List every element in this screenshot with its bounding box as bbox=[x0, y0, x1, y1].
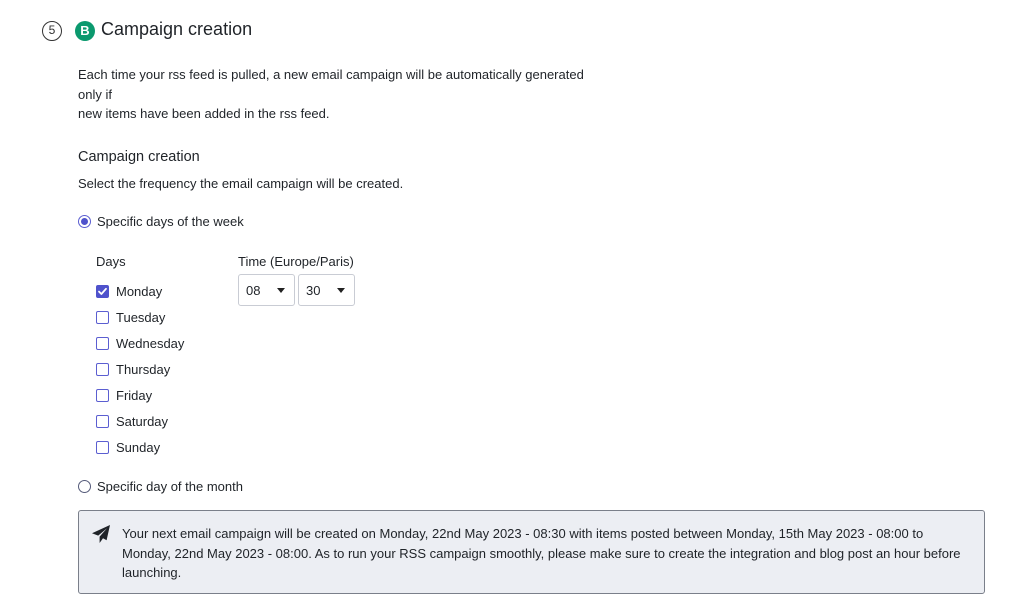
radio-label: Specific day of the month bbox=[97, 479, 243, 494]
next-campaign-info-text: Your next email campaign will be created on Monday, 22nd May 2023 - 08:30 with items posted between Monday, 15th May 2023 - 08:00 to Monday, 22nd May 2023 - 08:00. As to run your RSS campaign smoothly, please make sure to create the integration and blog post an hour before launching. bbox=[122, 526, 961, 580]
minute-value: 30 bbox=[306, 282, 321, 298]
intro-line: new items have been added in the rss feed. bbox=[78, 106, 330, 121]
day-label: Thursday bbox=[116, 361, 171, 377]
checkbox-empty-icon[interactable] bbox=[96, 389, 109, 402]
checkbox-empty-icon[interactable] bbox=[96, 415, 109, 428]
minute-select[interactable] bbox=[298, 274, 355, 306]
day-checkbox-saturday[interactable] bbox=[96, 408, 184, 434]
day-checkbox-monday[interactable] bbox=[96, 278, 184, 304]
radio-specific-days-of-week[interactable] bbox=[78, 214, 244, 229]
day-checkbox-tuesday[interactable] bbox=[96, 304, 184, 330]
time-column-label: Time (Europe/Paris) bbox=[238, 254, 354, 269]
chevron-down-icon bbox=[337, 288, 345, 293]
days-checkbox-list bbox=[96, 278, 184, 460]
checkbox-empty-icon[interactable] bbox=[96, 337, 109, 350]
day-checkbox-wednesday[interactable] bbox=[96, 330, 184, 356]
day-label: Sunday bbox=[116, 439, 161, 455]
checkbox-empty-icon[interactable] bbox=[96, 363, 109, 376]
radio-specific-day-of-month[interactable] bbox=[78, 479, 243, 494]
checkbox-empty-icon[interactable] bbox=[96, 311, 109, 324]
next-campaign-info-box bbox=[78, 510, 985, 594]
intro-line: Each time your rss feed is pulled, a new email campaign will be automatically generated bbox=[78, 67, 584, 82]
chevron-down-icon bbox=[277, 288, 285, 293]
day-label: Wednesday bbox=[116, 335, 185, 351]
radio-selected-icon[interactable] bbox=[78, 215, 91, 228]
hour-value: 08 bbox=[246, 282, 261, 298]
hour-select[interactable] bbox=[238, 274, 295, 306]
step-number-badge: 5 bbox=[42, 21, 62, 41]
radio-label: Specific days of the week bbox=[97, 214, 244, 229]
paper-plane-icon bbox=[91, 524, 111, 549]
checkbox-empty-icon[interactable] bbox=[96, 441, 109, 454]
intro-line: only if bbox=[78, 86, 112, 102]
section-title: Campaign creation bbox=[101, 19, 253, 39]
day-checkbox-friday[interactable] bbox=[96, 382, 184, 408]
day-checkbox-sunday[interactable] bbox=[96, 434, 184, 460]
radio-unselected-icon[interactable] bbox=[78, 480, 91, 493]
campaign-creation-heading: Campaign creation bbox=[78, 149, 200, 165]
day-label: Tuesday bbox=[116, 309, 166, 325]
intro-text bbox=[78, 65, 638, 124]
campaign-creation-description: Select the frequency the email campaign will be created. bbox=[78, 176, 404, 191]
day-label: Friday bbox=[116, 387, 153, 403]
day-checkbox-thursday[interactable] bbox=[96, 356, 184, 382]
day-label: Saturday bbox=[116, 413, 169, 429]
day-label: Monday bbox=[116, 283, 163, 299]
brevo-logo-icon: B bbox=[75, 21, 95, 41]
checkbox-checked-icon[interactable] bbox=[96, 285, 109, 298]
days-column-label: Days bbox=[96, 254, 126, 269]
